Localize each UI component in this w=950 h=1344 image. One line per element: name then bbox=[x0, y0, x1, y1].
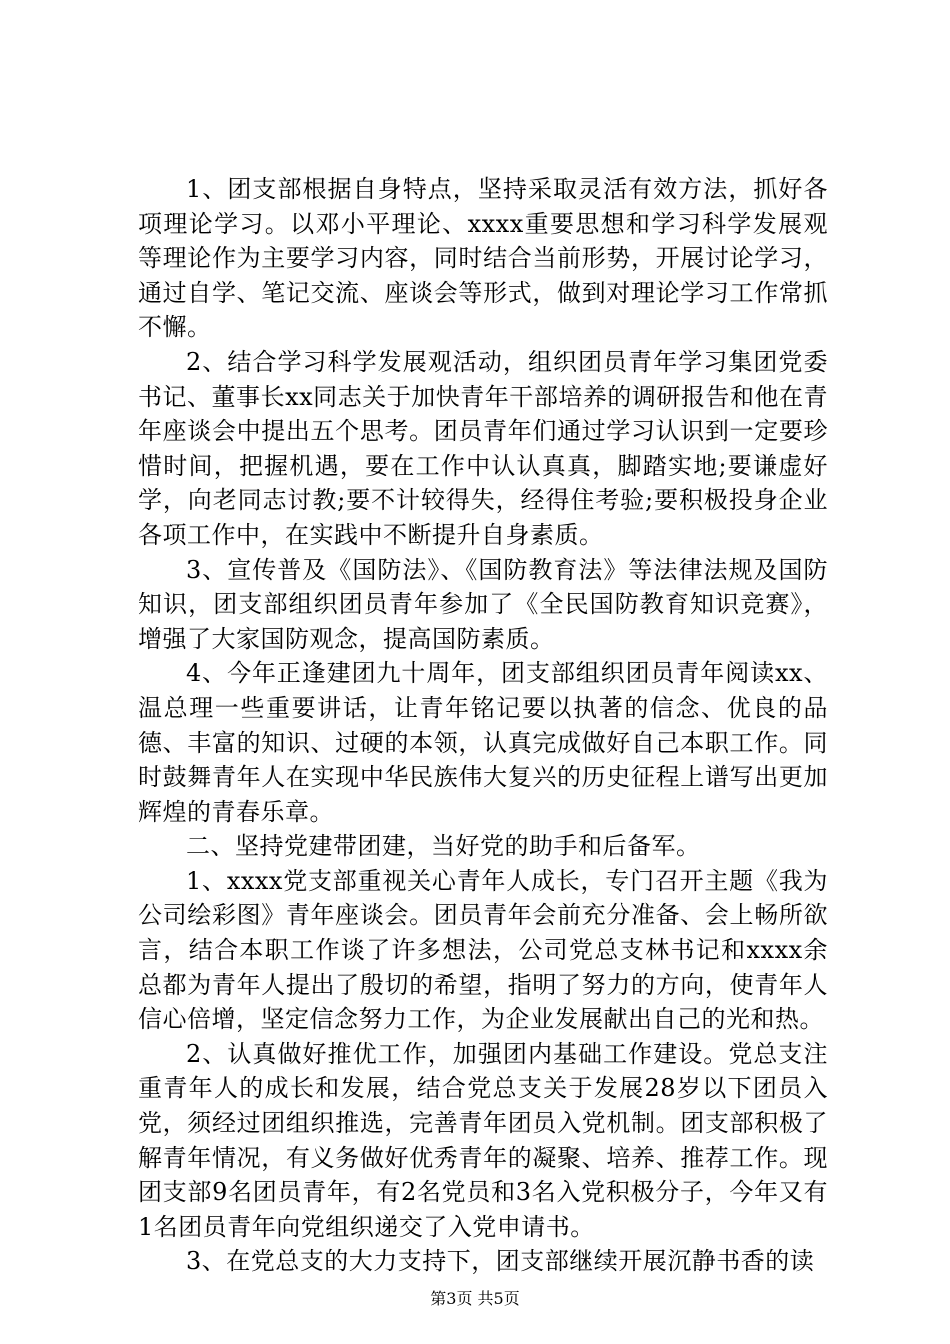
paragraph-youth-forum: 1、xxxx党支部重视关心青年人成长，专门召开主题《我为公司绘彩图》青年座谈会。团员青年会前充分准备、会上畅所欲言，结合本职工作谈了许多想法，公司党总支林书记和xxxx余总都为青年人提出了殷切的希望，指明了努力的方向，使青年人信心倍增，坚定信念努力工作，为企业发展献出自己的光和热。 bbox=[138, 866, 828, 1034]
paragraph-theory-study: 1、团支部根据自身特点，坚持采取灵活有效方法，抓好各项理论学习。以邓小平理论、xxxx重要思想和学习科学发展观等理论作为主要学习内容，同时结合当前形势，开展讨论学习，通过自学、笔记交流、座谈会等形式，做到对理论学习工作常抓不懈。 bbox=[138, 175, 828, 342]
paragraph-league-anniversary: 4、今年正逢建团九十周年，团支部组织团员青年阅读xx、温总理一些重要讲话，让青年铭记要以执著的信念、优良的品德、丰富的知识、过硬的本领，认真完成做好自己本职工作。同时鼓舞青年人在实现中华民族伟大复兴的历史征程上谱写出更加辉煌的青春乐章。 bbox=[138, 659, 828, 826]
paragraph-national-defense: 3、宣传普及《国防法》、《国防教育法》等法律法规及国防知识，团支部组织团员青年参加了《全民国防教育知识竞赛》，增强了大家国防观念，提高国防素质。 bbox=[138, 555, 828, 653]
page-number-footer: 第3页 共5页 bbox=[430, 1289, 520, 1308]
paragraph-reading-activity: 3、在党总支的大力支持下，团支部继续开展沉静书香的读 bbox=[186, 1247, 815, 1276]
paragraph-development-study: 2、结合学习科学发展观活动，组织团员青年学习集团党委书记、董事长xx同志关于加快青年干部培养的调研报告和他在青年座谈会中提出五个思考。团员青年们通过学习认识到一定要珍惜时间，把握机遇，要在工作中认认真真，脚踏实地;要谦虚好学，向老同志讨教;要不计较得失，经得住考验;要积极投身企业各项工作中，在实践中不断提升自身素质。 bbox=[138, 347, 828, 549]
paragraph-recommendation-work: 2、认真做好推优工作，加强团内基础工作建设。党总支注重青年人的成长和发展，结合党总支关于发展28岁以下团员入党，须经过团组织推选，完善青年团员入党机制。团支部积极了解青年情况，有义务做好优秀青年的凝聚、培养、推荐工作。现团支部9名团员青年，有2名党员和3名入党积极分子，今年又有1名团员青年向党组织递交了入党申请书。 bbox=[138, 1039, 828, 1241]
section-heading-party-building: 二、坚持党建带团建，当好党的助手和后备军。 bbox=[186, 832, 701, 861]
document-body bbox=[138, 172, 828, 1279]
